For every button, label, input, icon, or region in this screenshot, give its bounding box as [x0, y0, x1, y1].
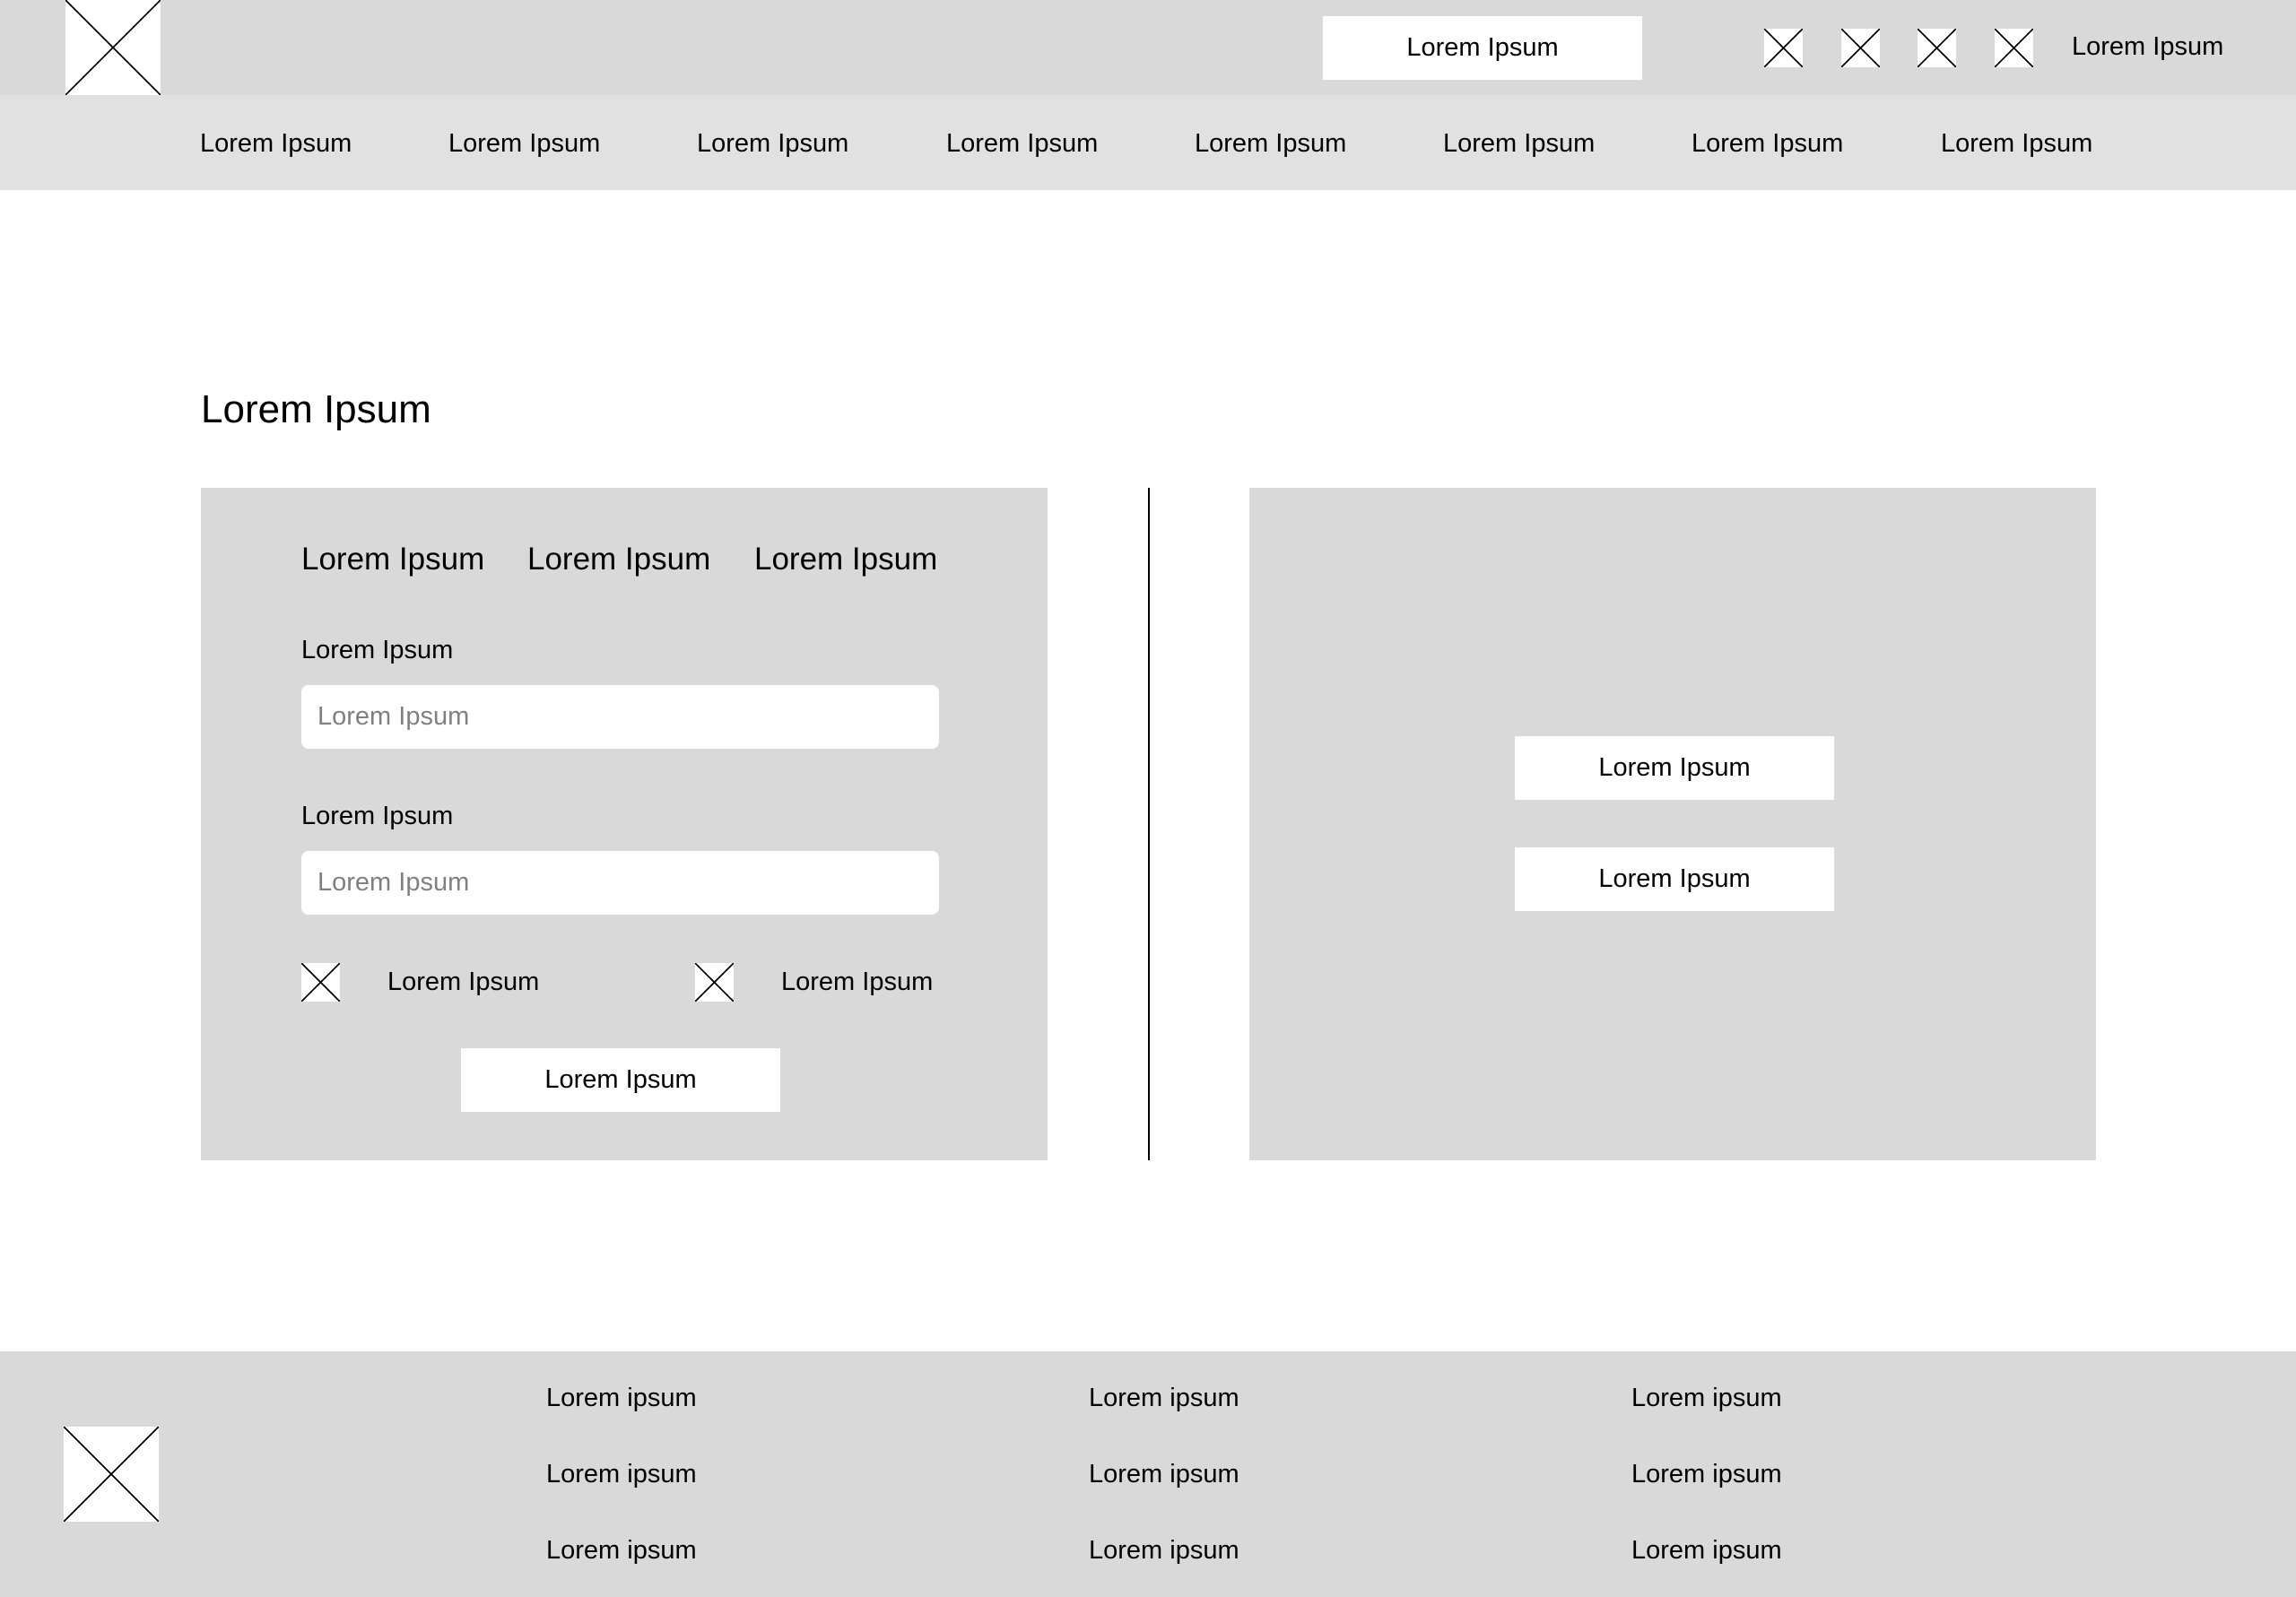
nav-item-4[interactable]: Lorem Ipsum: [946, 129, 1099, 158]
header-icon-1[interactable]: [1764, 29, 1803, 67]
checkbox-1-icon[interactable]: [301, 963, 340, 1002]
header-icon-4[interactable]: [1995, 29, 2033, 67]
footer: [0, 1351, 2296, 1597]
main-nav: [0, 95, 2296, 190]
tab-1[interactable]: Lorem Ipsum: [301, 542, 485, 577]
footer-link-c3-3[interactable]: Lorem ipsum: [1631, 1536, 1782, 1565]
checkbox-2-icon[interactable]: [695, 963, 734, 1002]
vertical-divider: [1148, 488, 1150, 1160]
field2-input[interactable]: [301, 851, 939, 915]
footer-link-c3-1[interactable]: Lorem ipsum: [1631, 1384, 1782, 1412]
tab-3[interactable]: Lorem Ipsum: [754, 542, 938, 577]
nav-item-2[interactable]: Lorem Ipsum: [448, 129, 601, 158]
footer-link-c1-3[interactable]: Lorem ipsum: [546, 1536, 697, 1565]
nav-item-8[interactable]: Lorem Ipsum: [1941, 129, 2093, 158]
alt-button-2[interactable]: Lorem Ipsum: [1515, 847, 1834, 911]
nav-item-1[interactable]: Lorem Ipsum: [200, 129, 352, 158]
footer-link-c3-2[interactable]: Lorem ipsum: [1631, 1460, 1782, 1489]
header-action-button[interactable]: Lorem Ipsum: [1323, 16, 1642, 80]
nav-item-5[interactable]: Lorem Ipsum: [1195, 129, 1347, 158]
footer-link-c1-1[interactable]: Lorem ipsum: [546, 1384, 697, 1412]
field1-input[interactable]: [301, 685, 939, 749]
tab-2[interactable]: Lorem Ipsum: [527, 542, 711, 577]
footer-link-c2-1[interactable]: Lorem ipsum: [1089, 1384, 1239, 1412]
header-user-link[interactable]: Lorem Ipsum: [2072, 32, 2224, 61]
footer-logo-placeholder-icon: [64, 1427, 159, 1522]
footer-link-c2-2[interactable]: Lorem ipsum: [1089, 1460, 1239, 1489]
checkbox-2-label[interactable]: Lorem Ipsum: [781, 968, 934, 996]
header-icon-2[interactable]: [1841, 29, 1880, 67]
submit-button[interactable]: Lorem Ipsum: [461, 1048, 780, 1112]
field1-label: Lorem Ipsum: [301, 636, 454, 664]
footer-link-c2-3[interactable]: Lorem ipsum: [1089, 1536, 1239, 1565]
nav-item-7[interactable]: Lorem Ipsum: [1692, 129, 1844, 158]
header-icon-3[interactable]: [1918, 29, 1956, 67]
nav-item-6[interactable]: Lorem Ipsum: [1443, 129, 1596, 158]
alternative-options-panel: [1249, 488, 2096, 1160]
field2-label: Lorem Ipsum: [301, 802, 454, 830]
nav-item-3[interactable]: Lorem Ipsum: [697, 129, 849, 158]
alt-button-1[interactable]: Lorem Ipsum: [1515, 736, 1834, 800]
checkbox-1-label[interactable]: Lorem Ipsum: [387, 968, 540, 996]
top-bar: [0, 0, 2296, 95]
logo-placeholder-icon[interactable]: [65, 0, 161, 95]
page-title: Lorem Ipsum: [201, 387, 431, 431]
login-form-panel: [201, 488, 1048, 1160]
footer-link-c1-2[interactable]: Lorem ipsum: [546, 1460, 697, 1489]
